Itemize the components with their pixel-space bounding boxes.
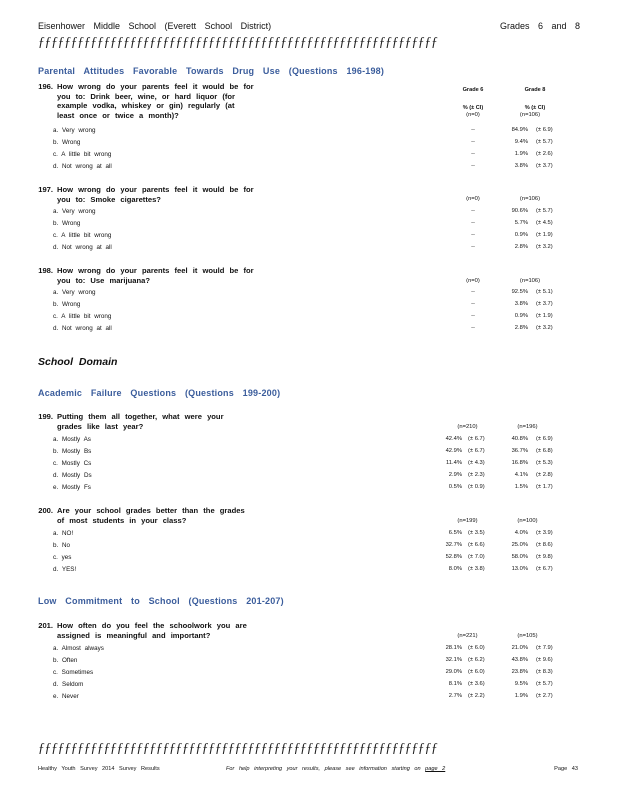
grade6-value: 32.7% xyxy=(445,542,462,548)
grade6-value: -- xyxy=(471,151,475,157)
grade8-value: 40.8% xyxy=(511,436,528,442)
q197-grade8-n: (n=106) xyxy=(519,196,541,202)
grade6-value: 2.7% xyxy=(448,693,462,699)
option-label: b. Often xyxy=(53,657,78,664)
grade6-value: 42.4% xyxy=(445,436,462,442)
option-label: b. Wrong xyxy=(53,220,81,227)
option-label: c. Mostly Cs xyxy=(53,460,92,467)
grade8-value: 16.8% xyxy=(511,460,528,466)
grade8-ci: (± 6.9) xyxy=(536,436,553,442)
option-label: a. Almost always xyxy=(53,645,104,652)
option-label: b. Wrong xyxy=(53,301,81,308)
grade8-ci: (± 4.5) xyxy=(536,220,553,226)
option-label: a. Very wrong xyxy=(53,208,96,215)
question-198: 198. How wrong do your parents feel it would be for you to: Use marijuana? xyxy=(38,266,254,285)
grade8-ci: (± 2.6) xyxy=(536,151,553,157)
grade8-value: 25.0% xyxy=(511,542,528,548)
option-label: a. Mostly As xyxy=(53,436,91,443)
q201-grade8-n: (n=105) xyxy=(517,633,538,639)
grade8-ci: (± 2.7) xyxy=(536,693,553,699)
option-label: c. Sometimes xyxy=(53,669,94,676)
grade8-ci: (± 3.7) xyxy=(536,163,553,169)
grade6-ci: (± 6.7) xyxy=(468,448,485,454)
grade6-ci: (± 3.6) xyxy=(468,681,485,687)
footer-survey-name: Healthy Youth Survey 2014 Survey Results xyxy=(38,766,160,772)
grade6-pct-ci: % (± CI) xyxy=(462,105,484,111)
grade8-pct-ci: % (± CI) xyxy=(524,105,546,111)
option-label: a. Very wrong xyxy=(53,127,96,134)
grade8-value: 84.9% xyxy=(511,127,528,133)
option-label: d. Mostly Ds xyxy=(53,472,92,479)
grade6-value: 6.5% xyxy=(448,530,462,536)
q200-grade6-n: (n=199) xyxy=(457,518,478,524)
school-domain-heading: School Domain xyxy=(38,356,118,368)
section-academic-failure: Academic Failure Questions (Questions 199-200) xyxy=(38,388,281,398)
grade8-ci: (± 1.7) xyxy=(536,484,553,490)
option-label: d. Not wrong at all xyxy=(53,325,112,332)
grade8-value: 90.6% xyxy=(511,208,528,214)
question-196: 196. How wrong do your parents feel it would be for you to: Drink beer, wine, or hard liquor (for example vodka, whiskey or gin) regularly (at least once or twice a month)? xyxy=(38,82,254,120)
grade6-value: -- xyxy=(471,325,475,331)
grade8-value: 58.0% xyxy=(511,554,528,560)
grade6-ci: (± 2.3) xyxy=(468,472,485,478)
grade8-ci: (± 3.2) xyxy=(536,325,553,331)
grade6-ci: (± 4.3) xyxy=(468,460,485,466)
grades-label: Grades 6 and 8 xyxy=(499,21,580,31)
option-label: e. Never xyxy=(53,693,79,700)
grade6-value: -- xyxy=(471,127,475,133)
grade8-value: 36.7% xyxy=(511,448,528,454)
option-label: a. Very wrong xyxy=(53,289,96,296)
grade6-value: 11.4% xyxy=(445,460,462,466)
grade8-ci: (± 5.3) xyxy=(536,460,553,466)
grade6-value: 2.9% xyxy=(448,472,462,478)
grade6-value: -- xyxy=(471,220,475,226)
q197-grade6-n: (n=0) xyxy=(466,196,480,202)
q199-grade6-n: (n=210) xyxy=(457,424,478,430)
question-200: 200. Are your school grades better than the grades of most students in your class? xyxy=(38,506,245,525)
grade8-ci: (± 6.7) xyxy=(536,566,553,572)
grade6-value: 8.0% xyxy=(448,566,462,572)
grade6-value: -- xyxy=(471,313,475,319)
q196-grade6-n: (n=0) xyxy=(466,112,480,118)
footer-help-text: For help interpreting your results, please see information starting on page 2 xyxy=(226,766,446,772)
option-label: c. A little bit wrong xyxy=(53,151,112,158)
option-label: c. yes xyxy=(53,554,72,561)
grade8-ci: (± 3.7) xyxy=(536,301,553,307)
grade8-ci: (± 9.8) xyxy=(536,554,553,560)
grade8-ci: (± 8.6) xyxy=(536,542,553,548)
grade6-value: 28.1% xyxy=(445,645,462,651)
option-label: e. Mostly Fs xyxy=(53,484,91,491)
option-label: b. Mostly Bs xyxy=(53,448,92,455)
grade8-value: 0.9% xyxy=(514,313,528,319)
question-199: 199. Putting them all together, what were your grades like last year? xyxy=(38,412,224,431)
grade8-ci: (± 8.3) xyxy=(536,669,553,675)
option-label: b. Wrong xyxy=(53,139,81,146)
school-name: Eisenhower Middle School (Everett School District) xyxy=(38,21,272,31)
section-low-commitment: Low Commitment to School (Questions 201-207) xyxy=(38,596,284,606)
grade6-value: 32.1% xyxy=(445,657,462,663)
grade6-ci: (± 6.0) xyxy=(468,669,485,675)
grade6-value: 8.1% xyxy=(448,681,462,687)
grade6-value: -- xyxy=(471,139,475,145)
grade8-value: 2.8% xyxy=(514,244,528,250)
grade8-ci: (± 6.9) xyxy=(536,127,553,133)
grade8-value: 2.8% xyxy=(514,325,528,331)
grade8-ci: (± 5.7) xyxy=(536,139,553,145)
grade8-value: 43.8% xyxy=(511,657,528,663)
q198-grade6-n: (n=0) xyxy=(466,278,480,284)
grade8-value: 3.8% xyxy=(514,163,528,169)
q200-grade8-n: (n=100) xyxy=(517,518,538,524)
grade6-value: -- xyxy=(471,244,475,250)
grade6-value: -- xyxy=(471,301,475,307)
grade6-value: -- xyxy=(471,289,475,295)
page-2-link[interactable]: page 2 xyxy=(425,766,446,772)
grade8-value: 4.1% xyxy=(514,472,528,478)
q201-grade6-n: (n=221) xyxy=(457,633,478,639)
grade8-value: 5.7% xyxy=(514,220,528,226)
grade6-ci: (± 3.8) xyxy=(468,566,485,572)
grade8-ci: (± 5.7) xyxy=(536,208,553,214)
q196-grade8-n: (n=106) xyxy=(519,112,541,118)
grade8-value: 9.5% xyxy=(514,681,528,687)
grade6-ci: (± 6.2) xyxy=(468,657,485,663)
option-label: d. Not wrong at all xyxy=(53,163,112,170)
grade8-ci: (± 7.9) xyxy=(536,645,553,651)
grade8-header: Grade 8 xyxy=(524,87,546,93)
grade8-value: 1.9% xyxy=(514,693,528,699)
grade6-value: 52.8% xyxy=(445,554,462,560)
option-label: c. A little bit wrong xyxy=(53,313,112,320)
grade6-value: -- xyxy=(471,208,475,214)
grade8-value: 3.8% xyxy=(514,301,528,307)
q198-grade8-n: (n=106) xyxy=(519,278,541,284)
grade8-value: 0.9% xyxy=(514,232,528,238)
option-label: d. YES! xyxy=(53,566,77,573)
question-201: 201. How often do you feel the schoolwork you are assigned is meaningful and important? xyxy=(38,621,247,640)
question-197: 197. How wrong do your parents feel it would be for you to: Smoke cigarettes? xyxy=(38,185,254,204)
section-parental-attitudes: Parental Attitudes Favorable Towards Drug Use (Questions 196-198) xyxy=(38,66,385,76)
grade6-header: Grade 6 xyxy=(462,87,484,93)
grade6-ci: (± 6.7) xyxy=(468,436,485,442)
grade6-ci: (± 7.0) xyxy=(468,554,485,560)
grade6-ci: (± 6.0) xyxy=(468,645,485,651)
option-label: b. No xyxy=(53,542,71,549)
grade8-ci: (± 5.1) xyxy=(536,289,553,295)
grade6-value: -- xyxy=(471,163,475,169)
grade8-value: 92.5% xyxy=(511,289,528,295)
grade6-ci: (± 2.2) xyxy=(468,693,485,699)
grade8-value: 13.0% xyxy=(511,566,528,572)
grade8-ci: (± 2.8) xyxy=(536,472,553,478)
header-rule: ƒƒƒƒƒƒƒƒƒƒƒƒƒƒƒƒƒƒƒƒƒƒƒƒƒƒƒƒƒƒƒƒƒƒƒƒƒƒƒƒƒƒƒƒƒƒƒƒƒƒƒƒƒƒƒƒƒƒƒƒƒ xyxy=(38,34,438,49)
grade6-value: 42.9% xyxy=(445,448,462,454)
page-number: Page 43 xyxy=(554,766,578,772)
grade6-value: 0.5% xyxy=(448,484,462,490)
grade8-value: 21.0% xyxy=(511,645,528,651)
grade6-ci: (± 6.6) xyxy=(468,542,485,548)
grade8-ci: (± 5.7) xyxy=(536,681,553,687)
grade8-ci: (± 3.2) xyxy=(536,244,553,250)
option-label: d. Seldom xyxy=(53,681,84,688)
grade6-ci: (± 0.9) xyxy=(468,484,485,490)
grade8-ci: (± 9.6) xyxy=(536,657,553,663)
grade6-value: -- xyxy=(471,232,475,238)
grade8-ci: (± 6.8) xyxy=(536,448,553,454)
grade8-ci: (± 1.9) xyxy=(536,313,553,319)
grade8-ci: (± 3.9) xyxy=(536,530,553,536)
grade8-value: 1.9% xyxy=(514,151,528,157)
grade6-ci: (± 3.5) xyxy=(468,530,485,536)
footer-rule: ƒƒƒƒƒƒƒƒƒƒƒƒƒƒƒƒƒƒƒƒƒƒƒƒƒƒƒƒƒƒƒƒƒƒƒƒƒƒƒƒƒƒƒƒƒƒƒƒƒƒƒƒƒƒƒƒƒƒƒƒƒ xyxy=(38,740,438,755)
option-label: a. NO! xyxy=(53,530,74,537)
q199-grade8-n: (n=196) xyxy=(517,424,538,430)
grade8-value: 1.5% xyxy=(514,484,528,490)
grade8-value: 9.4% xyxy=(514,139,528,145)
grade8-value: 23.8% xyxy=(511,669,528,675)
option-label: d. Not wrong at all xyxy=(53,244,112,251)
grade8-ci: (± 1.9) xyxy=(536,232,553,238)
option-label: c. A little bit wrong xyxy=(53,232,112,239)
grade8-value: 4.0% xyxy=(514,530,528,536)
grade6-value: 29.0% xyxy=(445,669,462,675)
